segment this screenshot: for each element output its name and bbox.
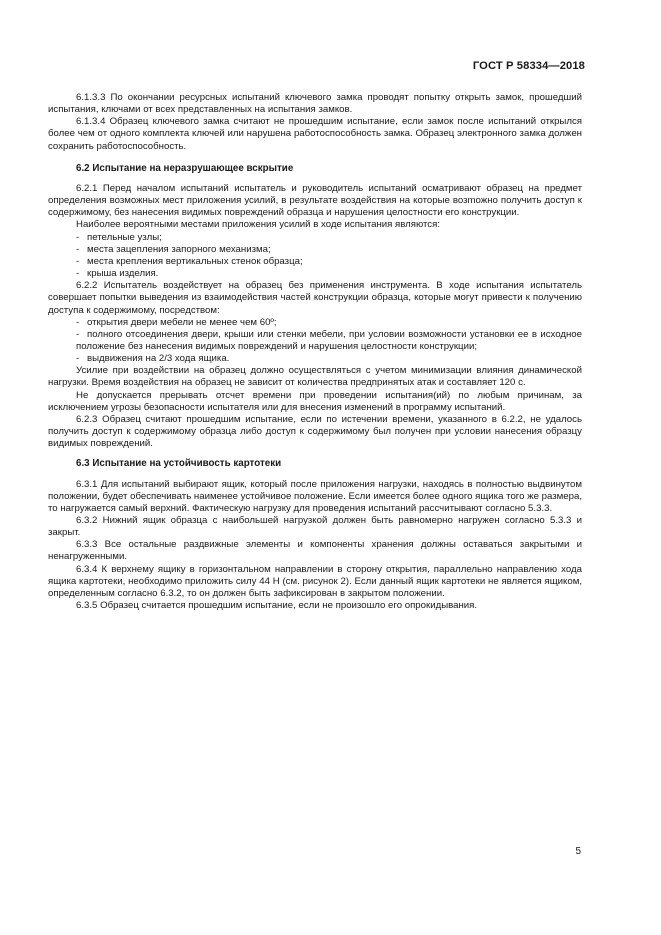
paragraph-6-2-1: 6.2.1 Перед началом испытаний испытатель и руководитель испытаний осматривают образец на предмет определения возможных мест приложения усилий, в результате воздействия на которые возmожно получить доступ к содержимому, без нанесения видимых повреждений образца и нарушения целостности его конструкции. (48, 182, 582, 219)
list-item (48, 317, 582, 329)
section-heading-6-2: 6.2 Испытание на неразрушающее вскрытие (76, 162, 294, 174)
list-item-text: места зацепления запорного механизма; (87, 243, 271, 255)
paragraph-6-1-3-4: 6.1.3.4 Образец ключевого замка считают не прошедшим испытание, если замок после испытаний открылся более чем от одного комплекта ключей или нарушена работоспособность замка. Образец электронного замка должен сохранить работоспособность. (48, 116, 582, 152)
list-item (48, 256, 582, 268)
list-dash: - (76, 243, 80, 255)
document-body (48, 92, 582, 612)
list-dash: - (76, 255, 80, 267)
paragraph-6-2-3: 6.2.3 Образец считают прошедшим испытание, если по истечении времени, указанного в 6.2.2, не удалось получить доступ к содержимому образца либо доступ к содержимому был получен при условии нанесения образцу видимых повреждений. (48, 413, 582, 450)
list-item-text: выдвижения на 2/3 хода ящика. (87, 353, 230, 365)
paragraph-force-application: Усилие при воздействии на образец должно осуществляться с учетом минимизации влияния динамической нагрузки. Время воздействия на образец не зависит от количества предпринятых атак и составляет 120 с. (48, 365, 582, 389)
paragraph-time-interruption: Не допускается прерывать отсчет времени при проведении испытания(ий) по любым причинам, за исключением угрозы безопасности испытателя или для внесения изменений в программу испытаний. (48, 389, 582, 413)
list-dash: - (76, 353, 80, 365)
list-item-text: полного отсоединения двери, крыши или стенки мебели, при условии возможности установки ее в исходное положение без нанесения видимых повреждений и нарушения целостности конструкции; (76, 328, 582, 352)
list-dash: - (76, 231, 80, 243)
page-number: 5 (575, 846, 581, 857)
document-standard-header: ГОСТ Р 58334—2018 (472, 60, 585, 72)
list-item (48, 232, 582, 244)
list-item-text: петельные узлы; (87, 231, 162, 243)
paragraph-likely-places: Наиболее вероятными местами приложения усилий в ходе испытания являются: (76, 219, 440, 231)
paragraph-6-1-3-3: 6.1.3.3 По окончании ресурсных испытаний ключевого замка проводят попытку открыть замок, прошедший испытания, ключами от всех представленных на испытания замков. (48, 92, 582, 116)
list-item-text: места крепления вертикальных стенок образца; (87, 255, 303, 267)
list-item (48, 268, 582, 280)
paragraph-6-3-4: 6.3.4 К верхнему ящику в горизонтальном направлении в сторону открытия, параллельно направлению хода ящика картотеки, необходимо приложить силу 44 Н (см. рисунок 2). Если данный ящик картотеки не является ящиком, определенным согласно 6.3.2, то он должен быть зафиксирован в закрытом положении. (48, 563, 582, 599)
paragraph-6-2-2: 6.2.2 Испытатель воздействует на образец без применения инструмента. В ходе испытания испытатель совершает попытки выведения из взаимодействия частей конструкции образца, которые могут привести к получению доступа к содержимому, посредством: (48, 280, 582, 316)
section-heading-6-3: 6.3 Испытание на устойчивость картотеки (76, 458, 282, 470)
list-item-text: крыша изделия. (87, 268, 159, 280)
list-item (48, 244, 582, 256)
paragraph-6-3-3: 6.3.3 Все остальные раздвижные элементы и компоненты хранения должны оставаться закрытыми и ненагруженными. (48, 539, 582, 563)
list-item-text: открытия двери мебели не менее чем 60º; (87, 316, 277, 328)
paragraph-6-3-5: 6.3.5 Образец считается прошедшим испытание, если не произошло его опрокидывания. (76, 600, 478, 612)
list-dash: - (76, 316, 80, 328)
list-dash: - (76, 268, 80, 280)
list-item (48, 353, 582, 365)
list-dash: - (76, 328, 80, 340)
paragraph-6-3-2: 6.3.2 Нижний ящик образца с наибольшей нагрузкой должен быть равномерно нагружен согласно 5.3.3 и закрыт. (48, 515, 582, 539)
paragraph-6-3-1: 6.3.1 Для испытаний выбирают ящик, который после приложения нагрузки, находясь в полностью выдвинутом положении, будет обеспечивать наименее устойчивое положение. Если имеется более одного ящика того же размера, то нагружается самый верхний. Фактическую нагрузку для проведения испытаний рассчитывают согласно 5.3.3. (48, 478, 582, 514)
list-item (48, 329, 582, 353)
